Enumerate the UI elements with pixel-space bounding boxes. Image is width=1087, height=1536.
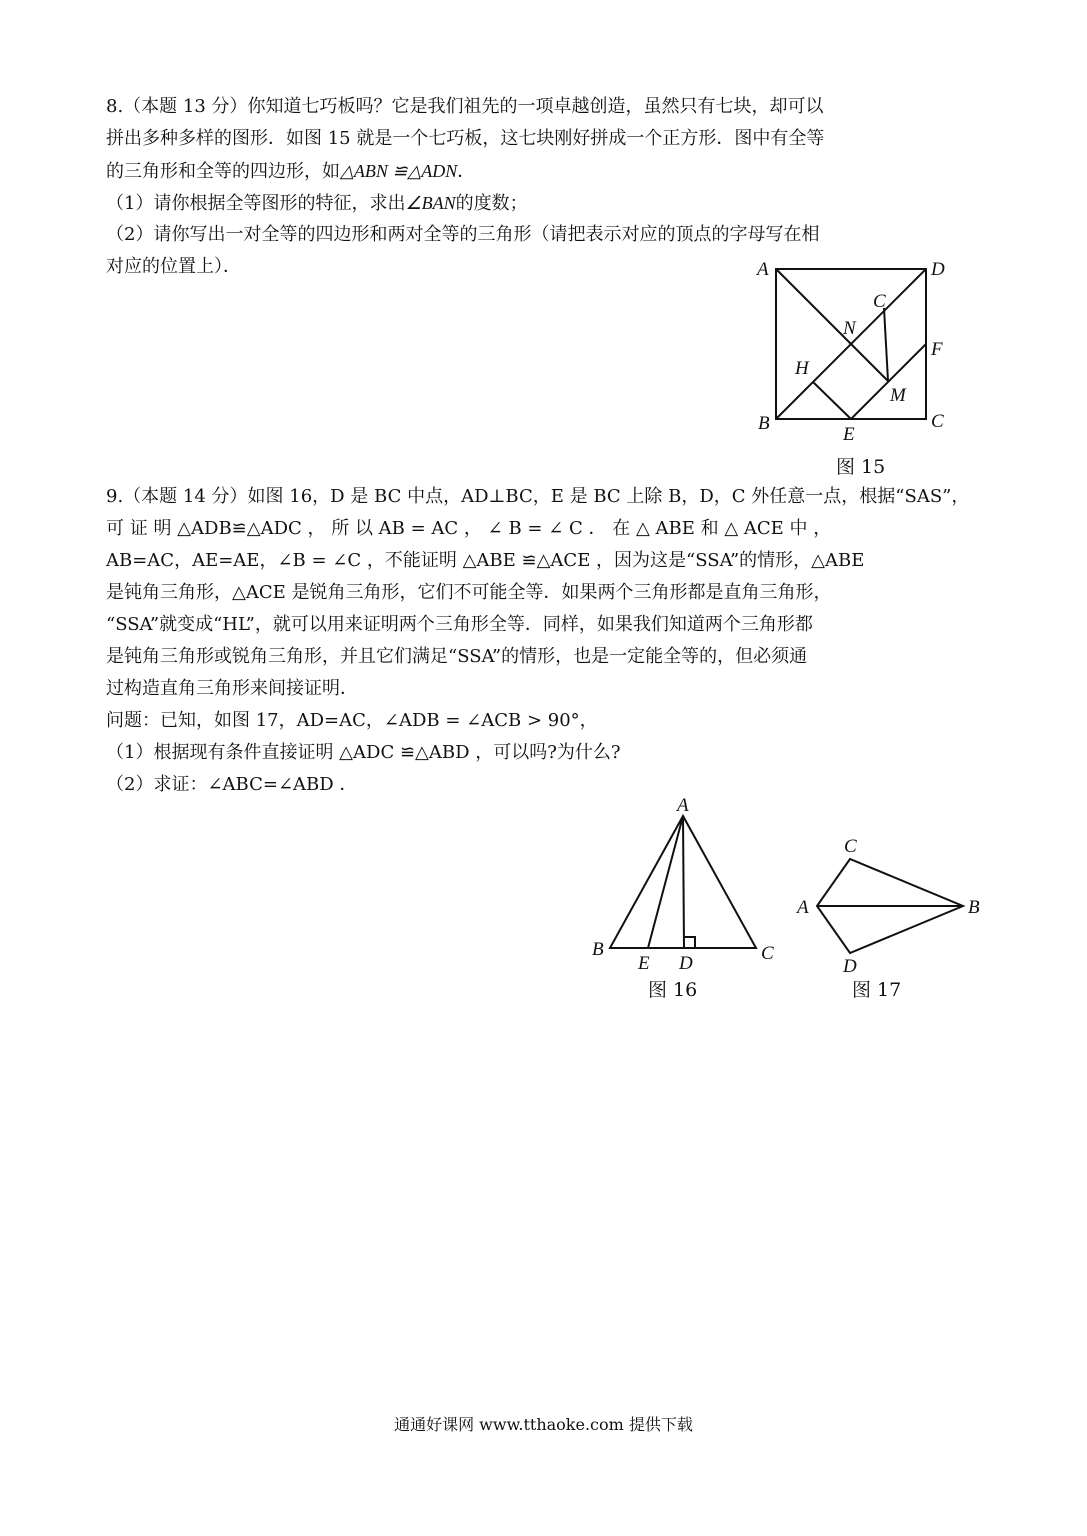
fig15-label-f: F: [931, 339, 943, 360]
fig15-label-n: N: [843, 318, 856, 339]
q8-line-3: [106, 158, 824, 190]
fig16-label-c: C: [761, 943, 774, 964]
fig15-label-d: D: [931, 259, 945, 280]
q9-line-6: 是钝角三角形或锐角三角形，并且它们满足“SSA”的情形，也是一定能全等的，但必须通: [106, 646, 808, 667]
fig16-right-angle-mark: [684, 937, 695, 948]
q8-line-3-math: △ABN ≌△ADN: [340, 161, 458, 181]
fig17-label-a: A: [797, 897, 809, 918]
q9-line-3: AB=AC，AE=AE，∠B = ∠C ，不能证明 △ABE ≌△ACE ，因为这是“SSA”的情形，△ABE: [106, 550, 865, 571]
question-8: [106, 94, 824, 286]
fig15-line-he: [813, 382, 851, 419]
fig16-label-e: E: [638, 953, 650, 974]
fig16-segment-ad: [683, 816, 684, 948]
fig17-label-c: C: [844, 836, 857, 857]
fig15-label-c-corner: C: [931, 411, 944, 432]
q8-part-1-end: 的度数；: [455, 193, 528, 214]
q8-part-1: [106, 190, 824, 222]
fig15-label-e: E: [843, 424, 855, 445]
figure-15: [750, 255, 970, 455]
q9-line-7: 过构造直角三角形来间接证明．: [106, 678, 358, 699]
figure-15-caption: 图 15: [836, 456, 886, 478]
fig17-label-b: B: [968, 897, 980, 918]
q8-line-3-text: 的三角形和全等的四边形，如: [106, 161, 340, 182]
q8-line-1: 8.（本题 13 分）你知道七巧板吗？它是我们祖先的一项卓越创造，虽然只有七块，却可以: [106, 96, 824, 117]
figure-17: [790, 830, 990, 980]
fig15-label-c-inner: C: [873, 291, 886, 312]
fig15-line-cm: [884, 308, 888, 381]
question-9: [106, 484, 969, 804]
q9-part-1: （1）根据现有条件直接证明 △ADC ≌△ABD ，可以吗?为什么?: [106, 742, 621, 763]
q9-part-2: （2）求证：∠ABC=∠ABD ．: [106, 774, 358, 795]
fig15-label-b: B: [758, 413, 770, 434]
q8-part-1-math: ∠BAN: [405, 193, 456, 213]
fig17-label-d: D: [843, 956, 857, 977]
q9-problem: 问题：已知，如图 17，AD=AC，∠ADB = ∠ACB > 90°，: [106, 710, 598, 731]
fig16-segment-ae: [648, 816, 683, 948]
q9-line-5: “SSA”就变成“HL”，就可以用来证明两个三角形全等．同样，如果我们知道两个三角形都: [106, 614, 813, 635]
figure-16: [585, 790, 785, 980]
fig15-label-a: A: [757, 259, 769, 280]
fig16-label-b: B: [592, 939, 604, 960]
q9-line-2: 可 证 明 △ADB≌△ADC ， 所 以 AB = AC ， ∠ B = ∠ C ． 在 △ ABE 和 △ ACE 中 ，: [106, 518, 832, 539]
q8-part-1-text: （1）请你根据全等图形的特征，求出: [106, 193, 406, 214]
fig15-label-h: H: [795, 358, 809, 379]
q8-part-2-cont: 对应的位置上）．: [106, 256, 241, 277]
fig16-label-a: A: [677, 795, 689, 816]
q9-line-1: 9.（本题 14 分）如图 16，D 是 BC 中点，AD⊥BC，E 是 BC 上除 B，D，C 外任意一点，根据“SAS”，: [106, 486, 970, 507]
figure-16-caption: 图 16: [648, 979, 698, 1001]
q9-line-4: 是钝角三角形，△ACE 是锐角三角形，它们不可能全等．如果两个三角形都是直角三角形，: [106, 582, 832, 603]
figure-17-caption: 图 17: [852, 979, 902, 1001]
fig15-label-m: M: [890, 385, 906, 406]
q8-part-2: （2）请你写出一对全等的四边形和两对全等的三角形（请把表示对应的顶点的字母写在相: [106, 224, 820, 245]
q8-line-3-end: ．: [457, 161, 476, 182]
page-footer: 通通好课网 www.tthaoke.com 提供下载: [394, 1415, 693, 1434]
q8-line-2: 拼出多种多样的图形．如图 15 就是一个七巧板，这七块刚好拼成一个正方形．图中有全等: [106, 128, 825, 149]
fig16-label-d: D: [679, 953, 693, 974]
